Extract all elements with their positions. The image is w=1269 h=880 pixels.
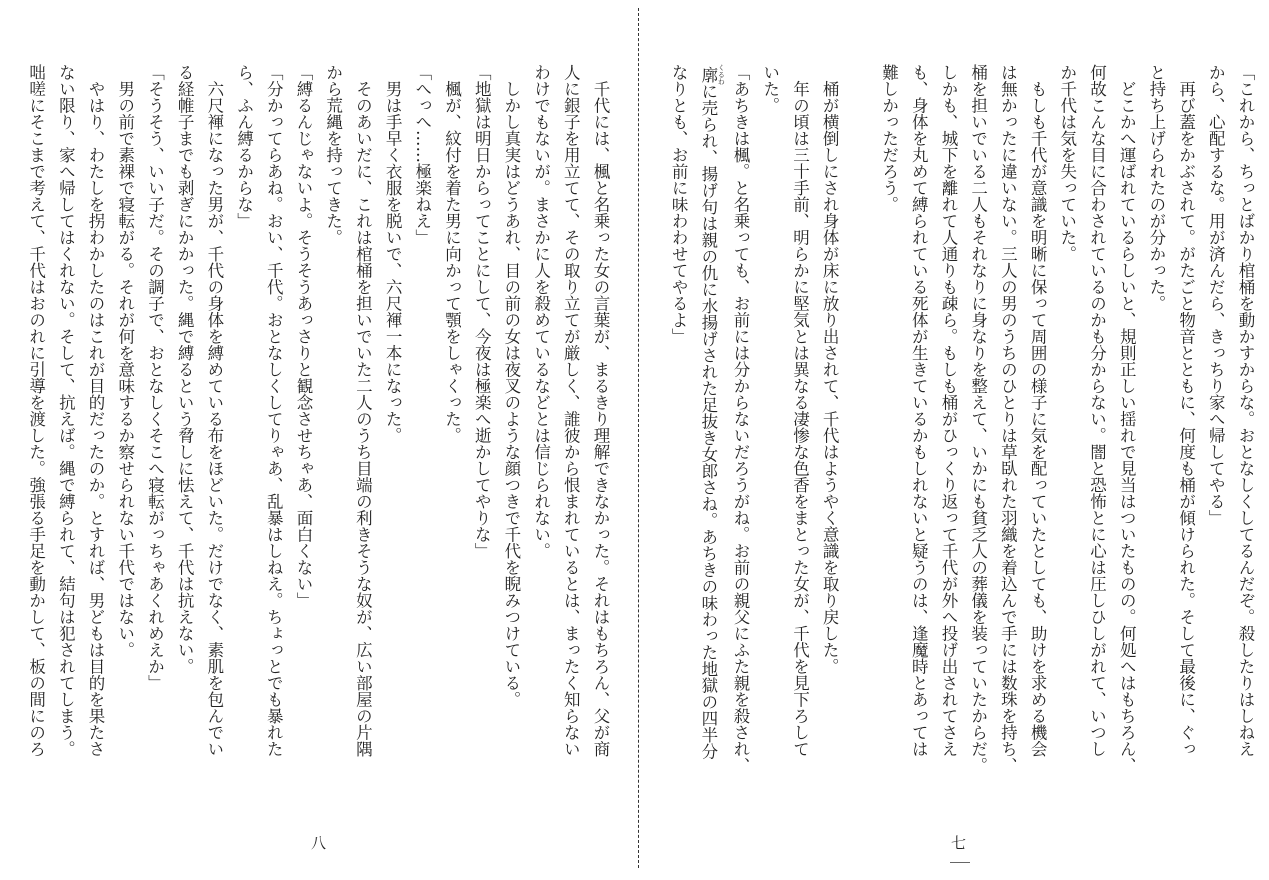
text-column: 「へっへ……極楽ねえ」	[412, 64, 432, 246]
text-column: 人に銀子を用立てて、その取り立てが厳しく、誰彼から恨まれているとは、まったく知らない	[561, 64, 581, 757]
ruby-word	[698, 64, 726, 85]
text-column: そのあいだに、これは棺桶を担いでいた二人のうち目端の利きそうな奴が、広い部屋の片隅	[353, 64, 373, 757]
text-column: ない限り、家へ帰してはくれない。そして、抗えば。縄で縛られて、結句は犯されてしまう。	[56, 64, 76, 757]
text-column: 「分かってらあね。おい、千代。おとなしくしてりゃあ、乱暴はしねえ。ちょっとでも暴れた	[264, 64, 284, 757]
text-column: もしも千代が意識を明晰に保って周囲の様子に気を配っていたとしても、助けを求める機会	[1028, 64, 1048, 757]
right-page-text	[663, 64, 1260, 774]
text-column: から、心配するな。用が済んだら、きっちり家へ帰してやる」	[1206, 64, 1226, 526]
page-number-rule	[950, 862, 970, 863]
text-column: 「あちきは楓。と名乗っても、お前には分からないだろうがね。お前の親父にふた親を殺され、	[731, 64, 751, 774]
page-divider	[638, 8, 639, 868]
page-number-right: 七	[951, 834, 967, 852]
ruby-reading: くるわ	[717, 64, 726, 85]
column-text: に売られ、揚げ句は親の仇に水揚げされた足抜き女郎さね。あちきの味わった地獄の四半分	[698, 82, 718, 760]
text-column: 楓が、紋付を着た男に向かって顎をしゃくった。	[442, 64, 462, 444]
text-column: 桶が横倒しにされ身体が床に放り出されて、千代はようやく意識を取り戻した。	[820, 64, 840, 675]
text-column: る経帷子までも剥ぎにかかった。縄で縛るという脅しに怯えて、千代は抗えない。	[175, 64, 195, 675]
text-column	[844, 64, 874, 744]
text-column: から荒縄を持ってきた。	[323, 64, 343, 246]
text-column: か千代は気を失っていた。	[1057, 64, 1077, 262]
text-column: 年の頃は三十手前、明らかに堅気とは異なる凄惨な色香をまとった女が、千代を見下ろして	[790, 64, 810, 757]
text-column: は無かったに違いない。三人の男のうちのひとりは草臥れた羽織を着込んで手には数珠を持ち、	[998, 64, 1018, 774]
ruby-base: 廓	[698, 64, 718, 85]
text-column: 何故こんな目に合わされているのかも分からない。闇と恐怖とに心は圧しひしがれて、いつし	[1087, 64, 1107, 757]
text-column: ら、ふん縛るからな」	[234, 64, 254, 229]
text-column: わけでもないが。まさかに人を殺めているなどとは信じられない。	[531, 64, 551, 559]
text-column: と持ち上げられたのが分かった。	[1146, 64, 1166, 312]
text-column: 「縛るんじゃないよ。そうそうあっさりと観念させちゃあ、面白くない」	[293, 64, 313, 609]
text-column: 桶を担いでいる二人もそれなりに身なりを整えて、いかにも貧乏人の葬儀を装っていたからだ。	[968, 64, 988, 774]
text-column: しかも、城下を離れて人通りも疎ら。もしも桶がひっくり返って千代が外へ投げ出されてさえ	[938, 64, 958, 757]
text-column: 「これから、ちっとばかり棺桶を動かすからな。おとなしくしてるんだぞ。殺したりはしねえ	[1236, 64, 1255, 757]
text-column	[693, 64, 726, 760]
left-page-text	[21, 64, 615, 757]
text-column: 千代には、楓と名乗った女の言葉が、まるきり理解できなかった。それはもちろん、父が商	[591, 64, 610, 757]
text-column: 再び蓋をかぶされて。がたごと物音とともに、何度も桶が傾けられた。そして最後に、ぐっ	[1176, 64, 1196, 757]
text-column: いた。	[760, 64, 780, 114]
text-column: 咄嗟にそこまで考えて、千代はおのれに引導を渡した。強張る手足を動かして、板の間にのろ	[26, 64, 46, 757]
text-column: 「そうそう、いい子だ。その調子で、おとなしくそこへ寝転がっちゃあくれめえか」	[145, 64, 165, 691]
text-column: なりとも、お前に味わわせてやるよ」	[669, 64, 689, 345]
text-column: やはり、わたしを拐わかしたのはこれが目的だったのか。とすれば、男どもは目的を果たさ	[86, 64, 106, 757]
text-column: 男の前で素裸で寝転がる。それが何を意味するか察せられない千代ではない。	[115, 64, 135, 658]
page-number-left: 八	[311, 834, 327, 852]
text-column: 難しかっただろう。	[879, 64, 899, 213]
text-column: も、身体を丸めて縛られている死体が生きているかもしれないと疑うのは、逢魔時とあっては	[909, 64, 929, 757]
text-column: しかし真実はどうあれ、目の前の女は夜叉のような顔つきで千代を睨みつけている。	[501, 64, 521, 708]
text-column: 男は手早く衣服を脱いで、六尺褌一本になった。	[383, 64, 403, 444]
text-column: どこかへ運ばれているらしいと、規則正しい揺れで見当はついたものの。何処へはもちろん、	[1117, 64, 1137, 774]
text-column: 「地獄は明日からってことにして、今夜は極楽へ逝かしてやりな」	[472, 64, 492, 559]
text-column: 六尺褌になった男が、千代の身体を縛めている布をほどいた。だけでなく、素肌を包んでい	[204, 64, 224, 757]
